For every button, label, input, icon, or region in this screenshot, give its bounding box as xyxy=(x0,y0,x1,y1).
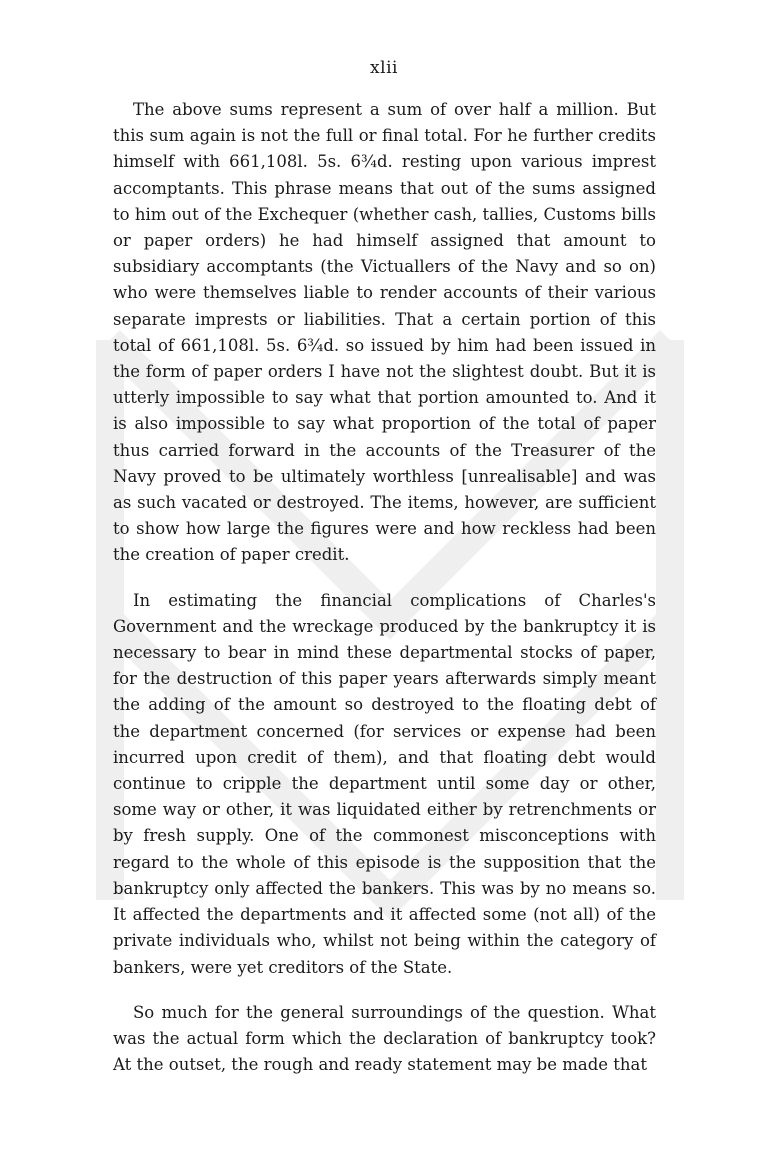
text-body xyxy=(113,97,656,1078)
paragraph: So much for the general surroundings of the question. What was the actual form which the declaration of bankruptcy took? At the outset, the rough and ready statement may be made that xyxy=(113,1002,656,1075)
paragraph: In estimating the financial complications of Charles's Government and the wreckage produced by the bankruptcy it is necessary to bear in mind these departmental stocks of paper, for the destruction of this paper years afterwards simply meant the adding of the amount so destroyed to the floating debt of the department concerned (for services or expense had been incurred upon credit of them), and that floating debt would continue to cripple the department until some day or other, some way or other, it was liquidated either by retrenchments or by fresh supply. One of the commonest misconceptions with regard to the whole of this episode is the supposition that the bankruptcy only affected the bankers. This was by no means so. It affected the departments and it affected some (not all) of the private individuals who, whilst not being within the category of bankers, were yet creditors of the State. xyxy=(113,590,656,977)
paragraph: The above sums represent a sum of over half a million. But this sum again is not the full or final total. For he further credits himself with 661,108l. 5s. 6¾d. resting upon various imprest accomptants. This phrase means that out of the sums assigned to him out of the Exchequer (whether cash, tallies, Customs bills or paper orders) he had himself assigned that amount to subsidiary accomptants (the Victuallers of the Navy and so on) who were themselves liable to render accounts of their various separate imprests or liabilities. That a certain portion of this total of 661,108l. 5s. 6¾d. so issued by him had been issued in the form of paper orders I have not the slightest doubt. But it is utterly impossible to say what that portion amounted to. And it is also impossible to say what proportion of the total of paper thus carried forward in the accounts of the Treasurer of the Navy proved to be ultimately worthless [unrealisable] and was as such vacated or destroyed. The items, however, are sufficient to show how large the figures were and how reckless had been the creation of paper credit. xyxy=(113,100,656,565)
page-number: xlii xyxy=(370,58,398,78)
